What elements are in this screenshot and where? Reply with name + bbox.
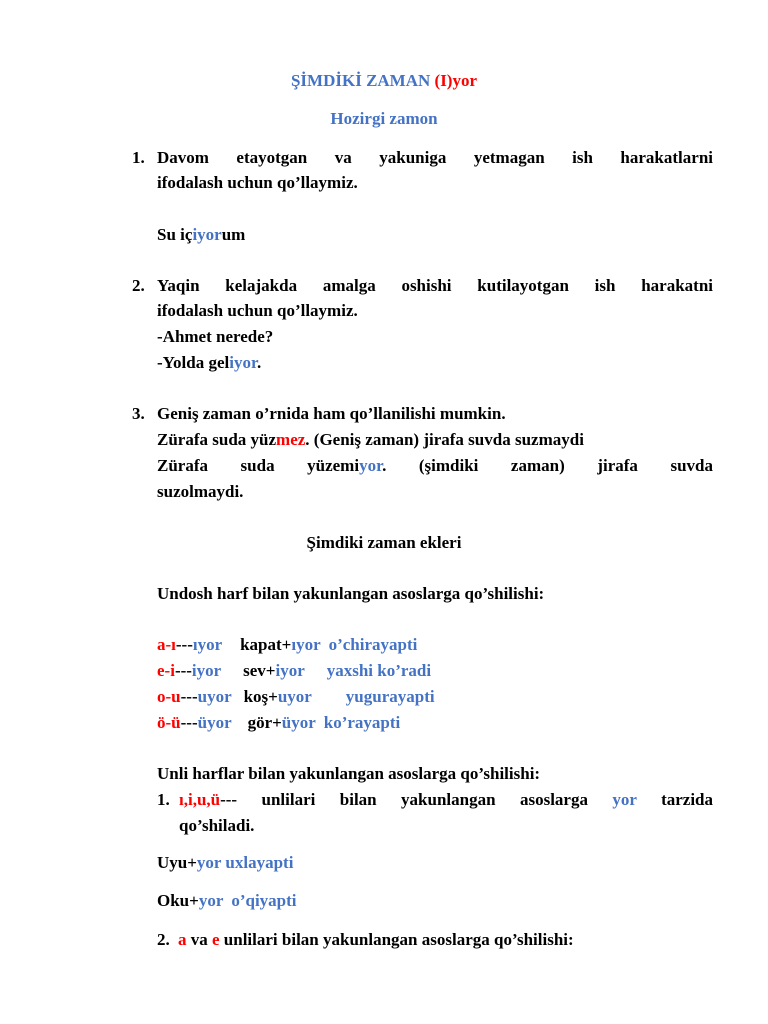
- row-stem-suffix: uyor: [277, 687, 312, 706]
- section-3-number: 3.: [132, 404, 145, 423]
- section-3-line-4: suzolmaydi.: [157, 482, 244, 501]
- unli-2-e: e: [212, 930, 220, 949]
- row-suffix: ıyor: [192, 635, 222, 654]
- example-stem: Su iç: [157, 225, 193, 244]
- unli-2-rest: unlilari bilan yakunlangan asoslarga qo’shilishi:: [223, 930, 574, 949]
- unli-heading: Unli harflar bilan yakunlangan asoslarga qo’shilishi:: [157, 764, 541, 783]
- suffix-row: [157, 712, 400, 734]
- row-suffix: uyor: [197, 687, 232, 706]
- row-dash: ---: [180, 713, 198, 732]
- section-2-line-3: -Ahmet nerede?: [157, 327, 274, 346]
- genis-rest: . (Geniş zaman) jirafa suvda suzmaydi: [305, 430, 584, 449]
- row-meaning: yugurayapti: [345, 687, 435, 706]
- oku-stem: Oku+: [157, 891, 199, 910]
- unli-1-vowels: ı,i,u,ü: [179, 790, 221, 809]
- unli-1-text-a: --- unlilari bilan yakunlangan asoslarga: [220, 790, 588, 809]
- section-3-line-2: [157, 429, 584, 451]
- row-stem: sev+: [243, 661, 276, 680]
- row-dash: ---: [180, 687, 198, 706]
- row-meaning: o’chirayapti: [328, 635, 418, 654]
- section-2-line-2: ifodalash uchun qo’llaymiz.: [157, 301, 358, 320]
- uyu-stem: Uyu+: [157, 853, 197, 872]
- example-suffix: iyor: [192, 225, 222, 244]
- row-meaning: yaxshi ko’radi: [326, 661, 432, 680]
- title-main: ŞİMDİKİ ZAMAN: [290, 71, 431, 90]
- uyu-meaning: uxlayapti: [225, 853, 294, 872]
- row-vowels: o-u: [157, 687, 181, 706]
- example-ending: um: [221, 225, 246, 244]
- suffix-row: [157, 686, 435, 708]
- unli-1-line-2: qo’shiladi.: [179, 816, 255, 835]
- unli-2-line: [157, 929, 574, 951]
- simdiki-rest: . (şimdiki zaman) jirafa suvda: [382, 456, 713, 475]
- unli-1-text-b: tarzida: [661, 790, 713, 809]
- genis-stem: Zürafa suda yüz: [157, 430, 277, 449]
- section-3-line-3: [157, 455, 713, 477]
- dialog-stem: -Yolda gel: [157, 353, 230, 372]
- row-stem: koş+: [243, 687, 278, 706]
- unli-2-number: 2.: [157, 930, 170, 949]
- section-2-line-1: Yaqin kelajakda amalga oshishi kutilayotgan ish harakatni: [157, 276, 713, 295]
- undosh-heading: Undosh harf bilan yakunlangan asoslarga qo’shilishi:: [157, 584, 545, 603]
- page-title: [0, 70, 768, 92]
- title-suffix: (I)yor: [434, 71, 478, 90]
- suffix-row: [157, 660, 431, 682]
- row-stem: gör+: [247, 713, 282, 732]
- section-1-example: [157, 224, 245, 246]
- row-suffix: üyor: [197, 713, 232, 732]
- row-stem-suffix: ıyor: [291, 635, 321, 654]
- row-stem-suffix: iyor: [275, 661, 305, 680]
- subtitle: Hozirgi zamon: [330, 109, 438, 128]
- section-2-number: 2.: [132, 276, 145, 295]
- example-oku: [157, 890, 297, 912]
- simdiki-suffix: yor: [359, 456, 383, 475]
- dialog-period: .: [256, 353, 262, 372]
- row-vowels: a-ı: [157, 635, 176, 654]
- unli-2-a: a: [178, 930, 187, 949]
- section-1-line-2: ifodalash uchun qo’llaymiz.: [157, 173, 358, 192]
- row-vowels: ö-ü: [157, 713, 181, 732]
- section-3-line-1: Geniş zaman o’rnida ham qo’llanilishi mumkin.: [157, 404, 506, 423]
- section-1-number: 1.: [132, 148, 145, 167]
- row-dash: ---: [175, 635, 193, 654]
- oku-meaning: o’qiyapti: [231, 891, 297, 910]
- section-2-line-4: [157, 352, 261, 374]
- simdiki-stem: Zürafa suda yüzemi: [157, 456, 360, 475]
- unli-1-line-1: [179, 789, 713, 811]
- suffix-row: [157, 634, 417, 656]
- genis-suffix: mez: [276, 430, 306, 449]
- row-stem-suffix: üyor: [281, 713, 316, 732]
- oku-suffix: yor: [198, 891, 224, 910]
- row-vowels: e-i: [157, 661, 175, 680]
- unli-1-suffix: yor: [612, 790, 637, 809]
- uyu-suffix: yor: [196, 853, 222, 872]
- row-dash: ---: [174, 661, 192, 680]
- section-1-line-1: Davom etayotgan va yakuniga yetmagan ish harakatlarni: [157, 148, 713, 167]
- row-suffix: iyor: [191, 661, 221, 680]
- row-stem: kapat+: [240, 635, 292, 654]
- dialog-suffix: iyor: [229, 353, 257, 372]
- unli-1-number: 1.: [157, 790, 170, 809]
- ekleri-heading: Şimdiki zaman ekleri: [306, 533, 462, 552]
- example-uyu: [157, 852, 293, 874]
- unli-2-va: va: [190, 930, 208, 949]
- row-meaning: ko’rayapti: [323, 713, 401, 732]
